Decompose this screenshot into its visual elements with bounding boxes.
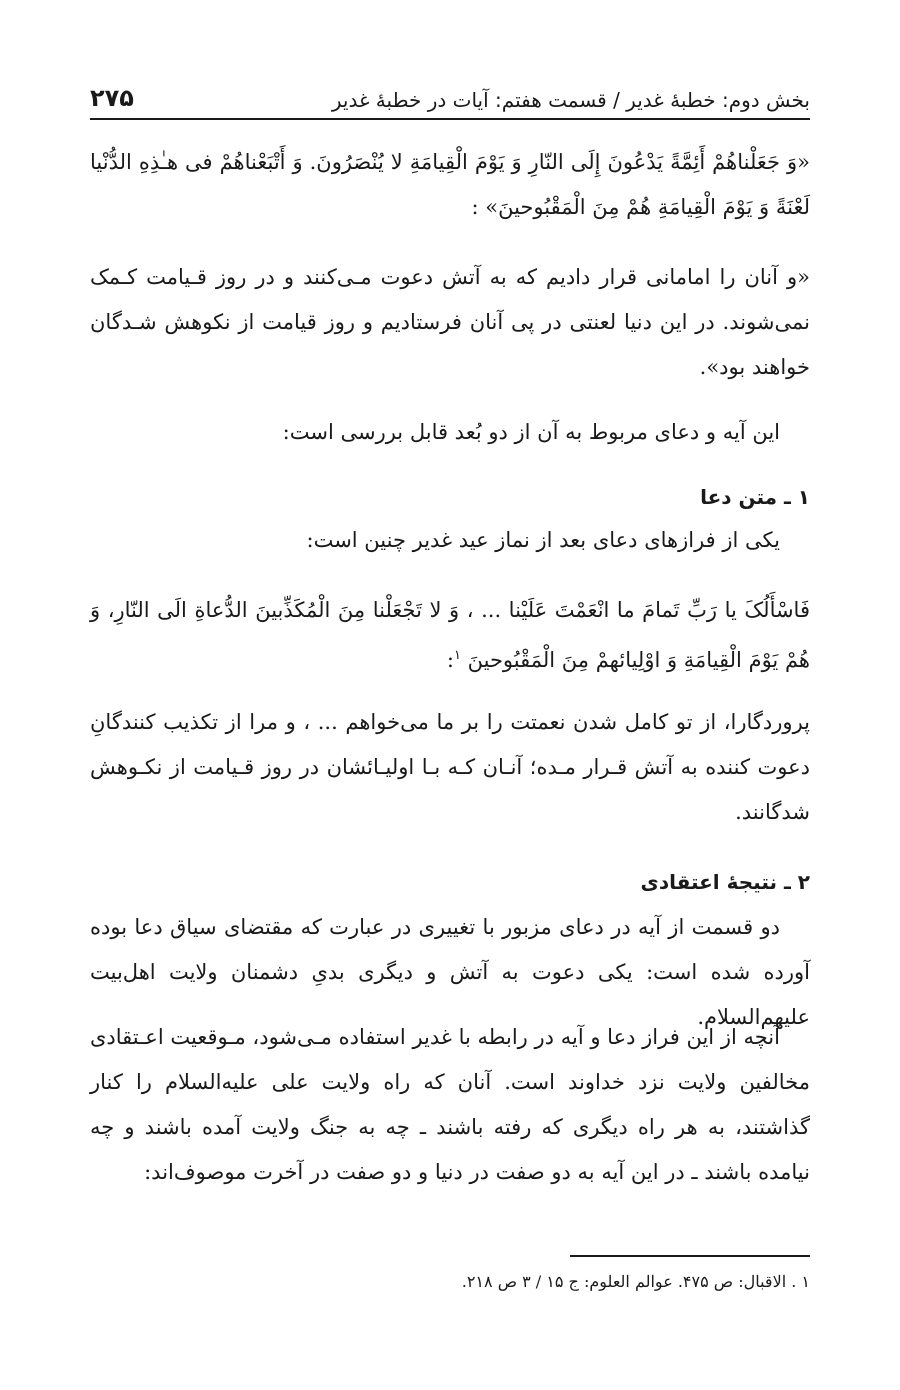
dua-translation: پروردگارا، از تو کامل شدن نعمتت را بر ما می‌خواهم ... ، و مرا از تکذیب کنندگانِ دعوت کننده به آتش قـرار مـده؛ آنـان کـه بـا اولیـائشان در روز قـیامت از نکـوهش شدگانند. xyxy=(90,710,810,824)
section-2-heading: ۲ ـ نتیجهٔ اعتقادی xyxy=(640,870,810,894)
dua-arabic xyxy=(90,588,810,683)
quran-verse-arabic: «وَ جَعَلْناهُمْ أَئِمَّةً یَدْعُونَ إِلَی النّارِ وَ یَوْمَ الْقِیامَةِ لا یُنْصَرُونَ. وَ أَتْبَعْناهُمْ فی هـٰذِهِ الدُّنْیا لَعْنَةً وَ یَوْمَ الْقِیامَةِ هُمْ مِنَ الْمَقْبُوحینَ» : xyxy=(90,150,810,219)
dua-arabic-end: : xyxy=(446,648,454,672)
quran-verse-translation: «و آنان را امامانی قرار دادیم که به آتش دعوت مـی‌کنند و در روز قـیامت کـمک نمی‌شوند. در این دنیا لعنتی در پی آنان فرستادیم و روز قیامت از نکوهش شـدگان خواهند بود». xyxy=(90,265,810,379)
section-2-paragraph-2: آنچه از این فراز دعا و آیه در رابطه با غدیر استفاده مـی‌شود، مـوقعیت اعـتقادی مخالفین ولایت نزد خداوند است. آنان که راه ولایت علی علیه‌السلام را کنار گذاشتند، به هر راه دیگری که رفته باشند ـ چه به جنگ ولایت آمده باشند و چه نیامده باشند ـ در این آیه به دو صفت در دنیا و دو صفت در آخرت موصوف‌اند: xyxy=(90,1025,810,1184)
footnote: ۱ . الاقبال: ص ۴۷۵. عوالم العلوم: ج ۱۵ / ۳ ص ۲۱۸. xyxy=(461,1272,810,1291)
footnote-reference[interactable]: ۱ xyxy=(453,648,461,663)
header-title: بخش دوم: خطبهٔ غدیر / قسمت هفتم: آیات در خطبهٔ غدیر xyxy=(331,88,810,112)
section-1-intro: یکی از فرازهای دعای بعد از نماز عید غدیر چنین است: xyxy=(306,528,780,552)
page-number: ۲۷۵ xyxy=(90,84,134,112)
header-rule xyxy=(90,118,810,120)
dua-arabic-text: فَاسْأَلُکَ یا رَبِّ تَمامَ ما انْعَمْتَ عَلَیْنا ... ، وَ لا تَجْعَلْنا مِنَ الْمُکَذِّبینَ الدُّعاةِ الَی النّارِ، وَ هُمْ یَوْمَ الْقِیامَةِ وَ اوْلِیائهمْ مِنَ الْمَقْبُوحینَ xyxy=(90,598,810,672)
book-page xyxy=(90,0,810,1390)
running-header xyxy=(90,70,810,112)
intro-paragraph: این آیه و دعای مربوط به آن از دو بُعد قابل بررسی است: xyxy=(282,420,780,444)
section-1-heading: ۱ ـ متن دعا xyxy=(700,485,810,509)
section-2-paragraph-1: دو قسمت از آیه در دعای مزبور با تغییری در عبارت که مقتضای سیاق دعا بوده آورده شده است: یکی دعوت به آتش و دیگری بدیِ دشمنان ولایت اهل‌بیت علیهم‌السلام. xyxy=(90,915,810,1029)
footnote-rule xyxy=(570,1255,810,1257)
